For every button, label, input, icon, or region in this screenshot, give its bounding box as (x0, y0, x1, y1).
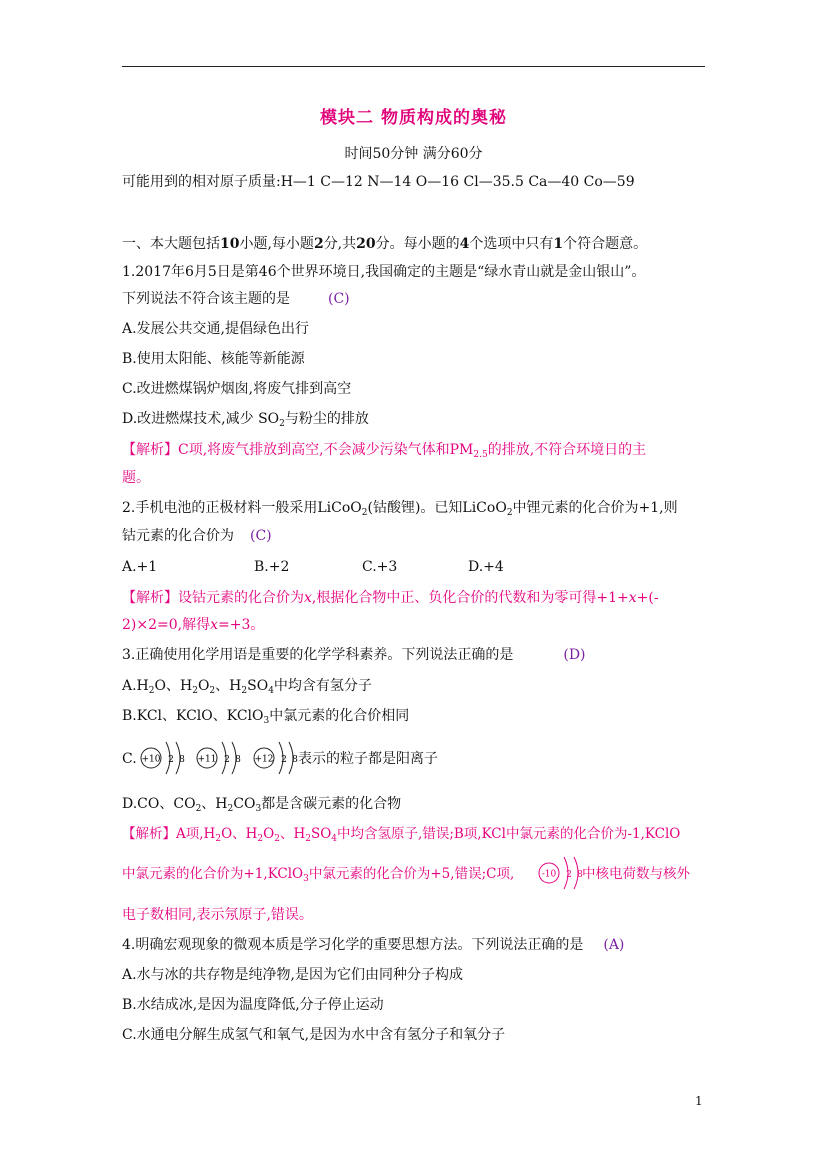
q2-option-a: A.+1 (122, 559, 158, 575)
atomic-masses: 可能用到的相对原子质量:H—1 C—12 N—14 O—16 Cl—35.5 Ca—40 Co—59 (122, 174, 635, 190)
q4-option-a: A.水与冰的共存物是纯净物,是因为它们由同种分子构成 (122, 967, 464, 983)
q2-stem-line2: 钴元素的化合价为 (C) (122, 528, 272, 544)
q3-analysis-line3: 电子数相同,表示氖原子,错误。 (122, 907, 313, 923)
q2-answer: (C) (250, 528, 272, 544)
atom-1-shell-1: 2 (168, 755, 174, 765)
q1-option-a: A.发展公共交通,提倡绿色出行 (122, 321, 310, 337)
atom-3-shell-1: 2 (281, 755, 287, 765)
q3-analysis-line2-a: 中氯元素的化合价为+1,KClO$_3$中氯元素的化合价为+5,错误;C项, (122, 866, 515, 884)
q1-option-d: D.改进燃煤技术,减少 $SO_2$与粉尘的排放 (122, 411, 369, 429)
atom-diagram-2 (194, 738, 244, 778)
atom-diagram-3 (251, 738, 301, 778)
q3-option-c-label: C. (122, 751, 137, 767)
q4-option-b: B.水结成冰,是因为温度降低,分子停止运动 (122, 997, 384, 1013)
q2-options (122, 558, 542, 576)
page-title: 模块二 物质构成的奥秘 (320, 108, 507, 128)
neon-atom-shell-1: 2 (566, 870, 572, 880)
q3-stem: 3.正确使用化学用语是重要的化学学科素养。下列说法正确的是 (D) (122, 647, 586, 663)
q1-analysis-line1: 【解析】C项,将废气排放到高空,不会减少污染气体和$PM_{2.5}$的排放,不符合环境日的主 (122, 442, 647, 460)
atom-diagram-1 (138, 738, 188, 778)
q3-analysis-line2-b: 中核电荷数与核外 (582, 866, 690, 882)
q2-option-d: D.+4 (468, 559, 504, 575)
page-number: 1 (695, 1094, 703, 1108)
atom-1-nucleus: +10 (141, 754, 161, 765)
exam-info: 时间50分钟 满分60分 (344, 146, 483, 162)
q2-option-c: C.+3 (362, 559, 398, 575)
q4-answer: (A) (603, 937, 625, 953)
header-rule (122, 66, 705, 67)
q1-answer: (C) (328, 291, 350, 307)
q3-option-d: D.CO、$CO_2$、$H_2CO_3$都是含碳元素的化合物 (122, 796, 402, 814)
q2-analysis-line2: 2)×2=0,解得x=+3。 (122, 617, 265, 633)
q3-analysis-line1: 【解析】A项$,H_2O$、$H_2O_2$、$H_2SO_4$中均含氢原子,错误;B项,KCl中氯元素的化合价为-1,KClO (122, 826, 681, 844)
q3-option-a: $A.H_2O$、$H_2O_2$、$H_2SO_4$中均含有氢分子 (122, 678, 372, 696)
atom-2-shell-1: 2 (224, 755, 230, 765)
q1-option-b: B.使用太阳能、核能等新能源 (122, 351, 305, 367)
q3-answer: (D) (563, 647, 586, 663)
q4-option-c: C.水通电分解生成氢气和氧气,是因为水中含有氢分子和氧分子 (122, 1027, 506, 1043)
neon-atom-nucleus: -10 (541, 869, 557, 880)
neon-atom-diagram (536, 853, 586, 893)
q1-analysis-line2: 题。 (122, 470, 150, 486)
section-heading: 一、本大题包括10小题,每小题2分,共20分。每小题的4个选项中只有1个符合题意。 (122, 236, 648, 252)
q3-option-c-text: 表示的粒子都是阳离子 (298, 751, 438, 767)
q1-stem-line2: 下列说法不符合该主题的是 (C) (122, 291, 350, 307)
atom-2-nucleus: +11 (197, 754, 217, 765)
neon-atom-shell-2: 8 (577, 870, 583, 880)
q3-option-b: B.KCl、KClO、KClO$_3$中氯元素的化合价相同 (122, 708, 410, 726)
atom-3-shell-2: 8 (292, 755, 298, 765)
q2-analysis-line1: 【解析】设钴元素的化合价为x,根据化合物中正、负化合价的代数和为零可得+1+x+(- (122, 590, 659, 606)
q1-option-c: C.改进燃煤锅炉烟囱,将废气排到高空 (122, 381, 352, 397)
q2-option-b: B.+2 (254, 559, 290, 575)
q4-stem: 4.明确宏观现象的微观本质是学习化学的重要思想方法。下列说法正确的是 (A) (122, 937, 625, 953)
atom-1-shell-2: 8 (179, 755, 185, 765)
q2-stem-line1: 2.手机电池的正极材料一般采用LiCoO$_2$(钴酸锂)。已知LiCoO$_2$中锂元素的化合价为+1,则 (122, 500, 678, 518)
atom-3-nucleus: +12 (254, 754, 274, 765)
q1-stem-line1: 1.2017年6月5日是第46个世界环境日,我国确定的主题是“绿水青山就是金山银山”。 (122, 264, 646, 280)
atom-2-shell-2: 8 (235, 755, 241, 765)
